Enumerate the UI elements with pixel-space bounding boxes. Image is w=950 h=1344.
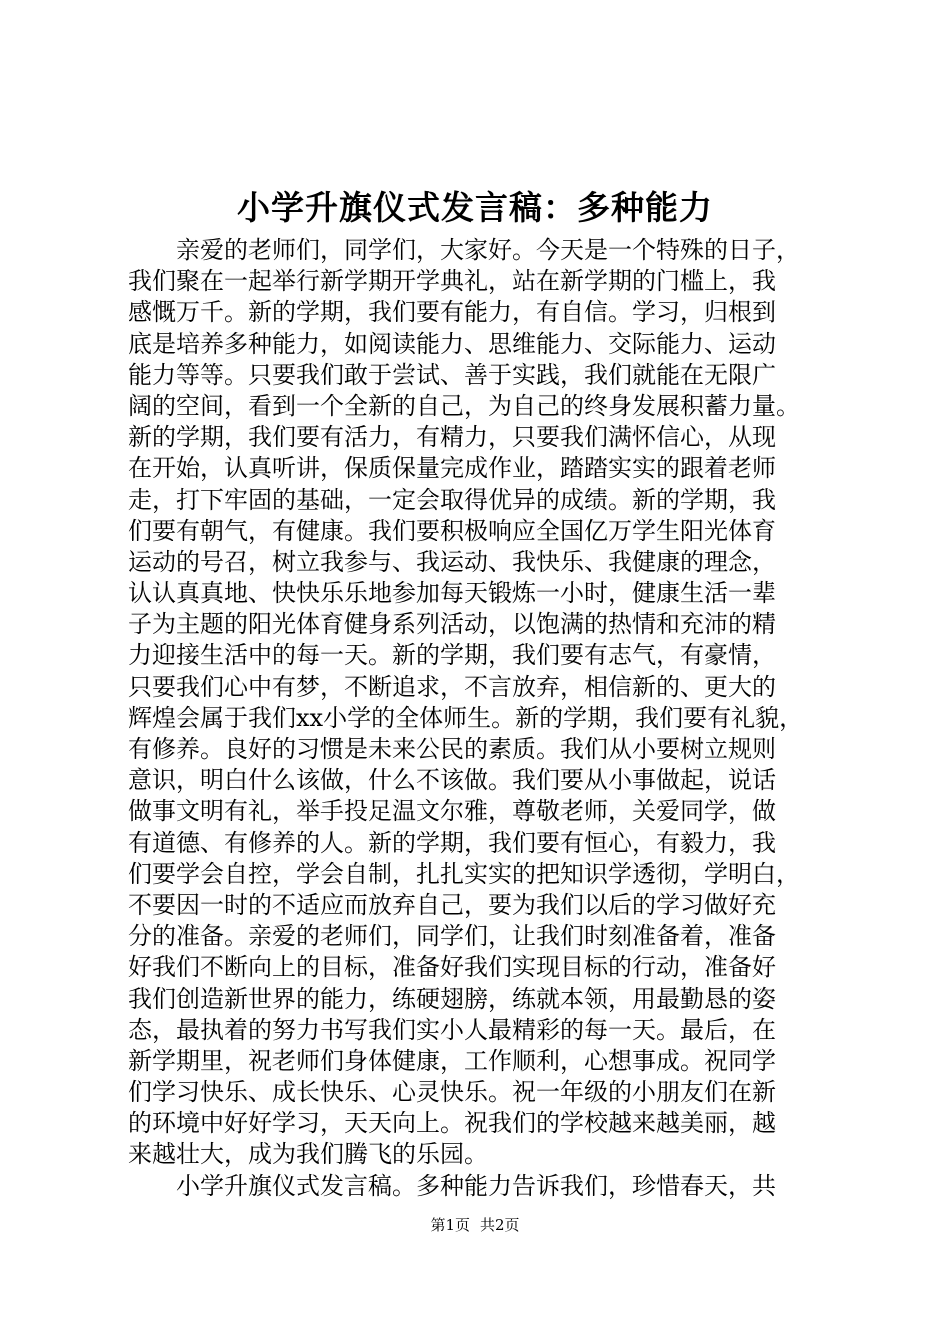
paragraph-line: 走，打下牢固的基础，一定会取得优异的成绩。新的学期，我 xyxy=(128,485,776,514)
paragraph-line: 们要学会自控，学会自制，扎扎实实的把知识学透彻，学明白， xyxy=(128,859,800,888)
paragraph-line: 态，最执着的努力书写我们实小人最精彩的每一天。最后，在 xyxy=(128,1015,776,1044)
paragraph-line: 意识，明白什么该做，什么不该做。我们要从小事做起，说话 xyxy=(128,766,776,795)
paragraph-line: 运动的号召，树立我参与、我运动、我快乐、我健康的理念， xyxy=(128,547,776,576)
paragraph-line: 我们聚在一起举行新学期开学典礼，站在新学期的门槛上，我 xyxy=(128,267,776,296)
paragraph-line: 底是培养多种能力，如阅读能力、思维能力、交际能力、运动 xyxy=(128,329,776,358)
paragraph-line: 认认真真地、快快乐乐地参加每天锻炼一小时，健康生活一辈 xyxy=(128,579,776,608)
paragraph-line: 小学升旗仪式发言稿。多种能力告诉我们，珍惜春天，共 xyxy=(176,1171,776,1200)
paragraph-line: 只要我们心中有梦，不断追求，不言放弃，相信新的、更大的 xyxy=(128,672,776,701)
document-body xyxy=(128,235,828,1202)
page-total: 共2页 xyxy=(480,1216,520,1234)
page-footer xyxy=(0,1215,950,1235)
document-title: 小学升旗仪式发言稿：多种能力 xyxy=(237,188,713,227)
paragraph-line: 的环境中好好学习，天天向上。祝我们的学校越来越美丽，越 xyxy=(128,1109,776,1138)
paragraph-line: 辉煌会属于我们xx小学的全体师生。新的学期，我们要有礼貌， xyxy=(128,703,804,732)
paragraph-line: 亲爱的老师们，同学们，大家好。今天是一个特殊的日子， xyxy=(176,236,800,264)
paragraph-line: 有道德、有修养的人。新的学期，我们要有恒心，有毅力，我 xyxy=(128,828,776,857)
paragraph-line: 子为主题的阳光体育健身系列活动，以饱满的热情和充沛的精 xyxy=(128,610,776,639)
paragraph-line: 有修养。良好的习惯是未来公民的素质。我们从小要树立规则 xyxy=(128,735,776,763)
paragraph-line: 感慨万千。新的学期，我们要有能力，有自信。学习，归根到 xyxy=(128,298,776,327)
paragraph-line: 们要有朝气，有健康。我们要积极响应全国亿万学生阳光体育 xyxy=(128,516,776,545)
paragraph-line: 来越壮大，成为我们腾飞的乐园。 xyxy=(128,1140,488,1169)
paragraph-line: 好我们不断向上的目标，准备好我们实现目标的行动，准备好 xyxy=(128,953,776,982)
paragraph-line: 新学期里，祝老师们身体健康，工作顺利，心想事成。祝同学 xyxy=(128,1046,776,1075)
paragraph-line: 新的学期，我们要有活力，有精力，只要我们满怀信心，从现 xyxy=(128,423,776,452)
paragraph-line: 不要因一时的不适应而放弃自己，要为我们以后的学习做好充 xyxy=(128,890,776,919)
paragraph-line: 力迎接生活中的每一天。新的学期，我们要有志气，有豪情， xyxy=(128,641,776,670)
paragraph-line: 们学习快乐、成长快乐、心灵快乐。祝一年级的小朋友们在新 xyxy=(128,1078,776,1107)
paragraph-line: 分的准备。亲爱的老师们，同学们，让我们时刻准备着，准备 xyxy=(128,922,776,951)
paragraph-line: 做事文明有礼，举手投足温文尔雅，尊敬老师，关爱同学，做 xyxy=(128,797,776,826)
paragraph-line: 阔的空间，看到一个全新的自己，为自己的终身发展积蓄力量。 xyxy=(128,391,800,420)
paragraph-line: 在开始，认真听讲，保质保量完成作业，踏踏实实的跟着老师 xyxy=(128,454,776,483)
paragraph-line: 能力等等。只要我们敢于尝试、善于实践，我们就能在无限广 xyxy=(128,360,776,389)
page-number: 第1页 xyxy=(430,1216,470,1234)
paragraph-line: 我们创造新世界的能力，练硬翅膀，练就本领，用最勤恳的姿 xyxy=(128,984,776,1013)
